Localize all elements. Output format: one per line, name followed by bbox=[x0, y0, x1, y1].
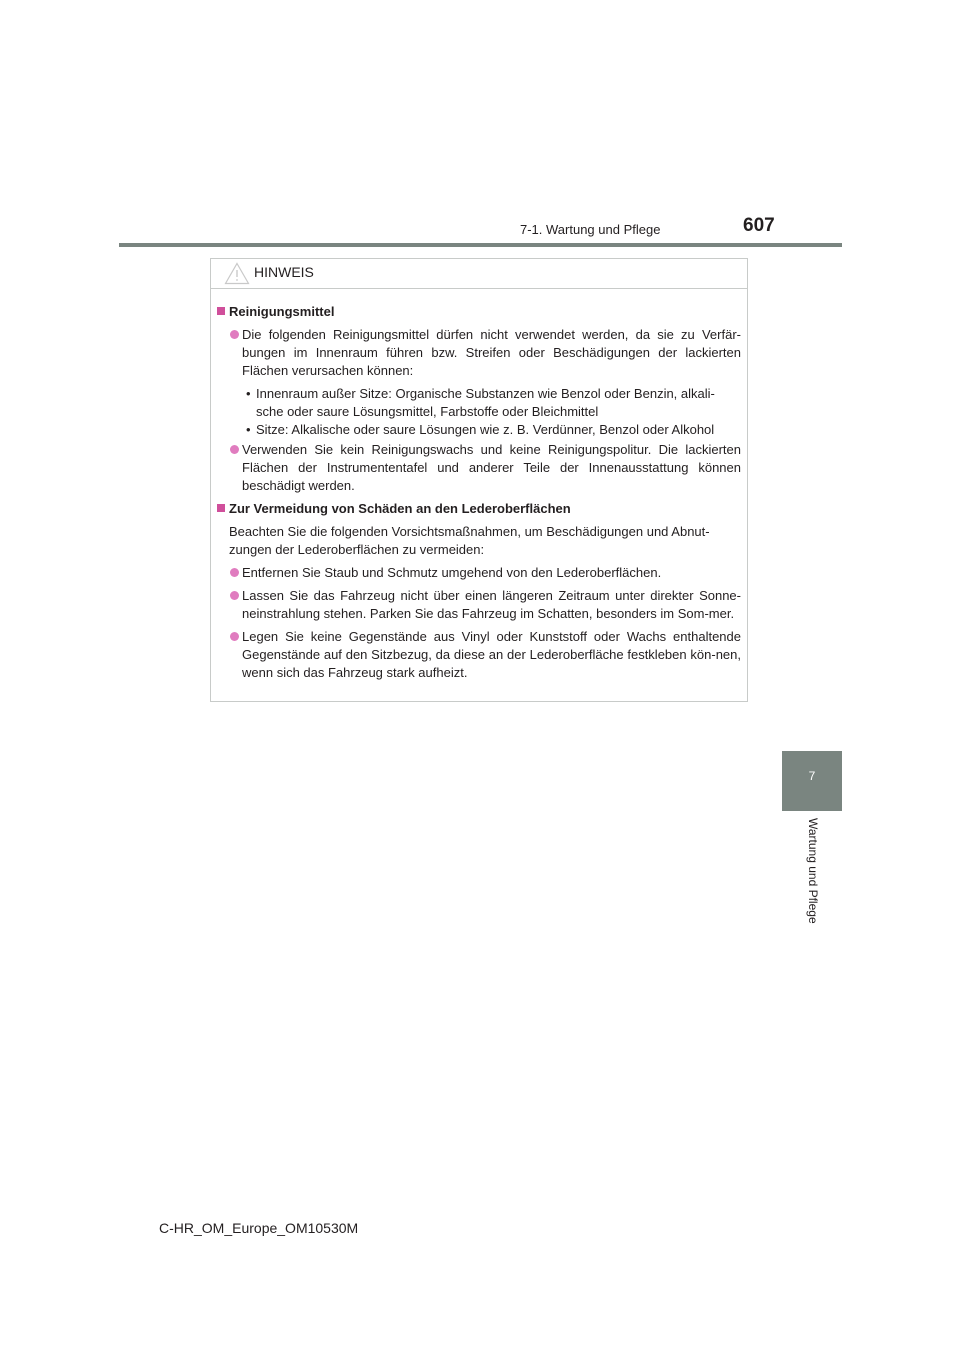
warning-triangle-icon bbox=[224, 262, 250, 285]
chapter-side-label-wrap bbox=[782, 818, 842, 938]
chapter-side-label: Wartung und Pflege bbox=[806, 818, 820, 924]
bullet-dot-icon bbox=[230, 330, 239, 339]
section-heading-text: Zur Vermeidung von Schäden an den Lederoberflächen bbox=[229, 501, 571, 516]
section-intro: Beachten Sie die folgenden Vorsichtsmaßnahmen, um Beschädigungen und Abnut-zungen der Lederoberflächen zu vermeiden: bbox=[229, 524, 710, 557]
sub-list-item-text: Sitze: Alkalische oder saure Lösungen wie z. B. Verdünner, Benzol oder Alkohol bbox=[256, 422, 715, 437]
notice-body bbox=[211, 289, 747, 682]
list-item-text: Lassen Sie das Fahrzeug nicht über einen längeren Zeitraum unter direkter Sonne-neinstrahlung stehen. Parken Sie das Fahrzeug im Schatten, besonders im Som-mer. bbox=[242, 588, 741, 621]
notice-header bbox=[211, 259, 747, 289]
sub-list-item-text: Innenraum außer Sitze: Organische Substanzen wie Benzol oder Benzin, alkali-sche oder saure Lösungsmittel, Farbstoffe oder Bleichmittel bbox=[256, 386, 715, 419]
list-item-text: Verwenden Sie kein Reinigungswachs und keine Reinigungspolitur. Die lackierten Flächen der Instrumententafel und anderer Teile der Innenausstattung können beschädigt werden. bbox=[242, 442, 741, 493]
sub-list-item bbox=[217, 385, 741, 421]
sub-bullet-icon: • bbox=[246, 386, 251, 401]
sub-list bbox=[217, 385, 741, 439]
sub-bullet-icon: • bbox=[246, 422, 251, 437]
chapter-tab bbox=[782, 751, 842, 811]
list-item bbox=[217, 628, 741, 682]
footer-document-id: C-HR_OM_Europe_OM10530M bbox=[159, 1220, 359, 1236]
bullet-dot-icon bbox=[230, 591, 239, 600]
notice-box bbox=[210, 258, 748, 702]
section-heading-cleaning-agents bbox=[217, 303, 741, 321]
sub-list-item bbox=[217, 421, 741, 439]
list-item bbox=[217, 564, 741, 582]
square-bullet-icon bbox=[217, 307, 225, 315]
bullet-dot-icon bbox=[230, 568, 239, 577]
page-number: 607 bbox=[743, 215, 775, 236]
running-header-section: 7-1. Wartung und Pflege bbox=[520, 222, 661, 237]
bullet-dot-icon bbox=[230, 445, 239, 454]
notice-title: HINWEIS bbox=[254, 264, 314, 280]
list-item-text: Die folgenden Reinigungsmittel dürfen nicht verwendet werden, da sie zu Verfär-bungen im Innenraum führen bzw. Streifen oder Beschädigungen der lackierten Flächen verursachen können: bbox=[242, 327, 741, 378]
list-item-text: Entfernen Sie Staub und Schmutz umgehend von den Lederoberflächen. bbox=[242, 565, 662, 580]
header-rule bbox=[119, 243, 842, 247]
square-bullet-icon bbox=[217, 504, 225, 512]
section-heading-leather bbox=[217, 500, 741, 518]
list-item bbox=[217, 441, 741, 495]
list-item bbox=[217, 326, 741, 380]
list-item bbox=[217, 587, 741, 623]
list-item-text: Legen Sie keine Gegenstände aus Vinyl oder Kunststoff oder Wachs enthaltende Gegenstände auf den Sitzbezug, da diese an der Lederoberfläche festkleben kön-nen, wenn sich das Fahrzeug stark aufheizt. bbox=[242, 629, 741, 680]
chapter-number: 7 bbox=[808, 769, 816, 783]
section-heading-text: Reinigungsmittel bbox=[229, 304, 335, 319]
bullet-dot-icon bbox=[230, 632, 239, 641]
